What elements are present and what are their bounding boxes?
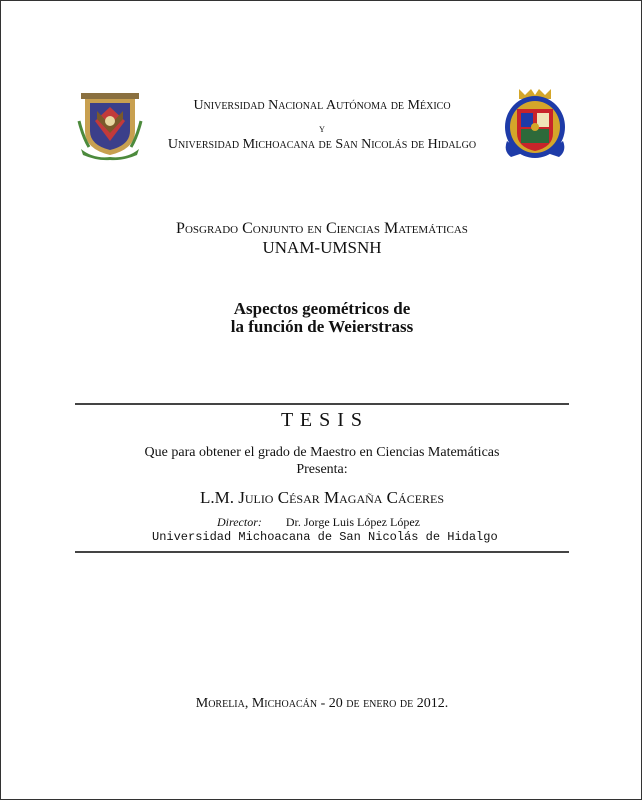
director-name: Dr. Jorge Luis López López bbox=[285, 515, 420, 529]
university-name-unam: Universidad Nacional Autónoma de México bbox=[193, 98, 451, 113]
director-affiliation: Universidad Michoacana de San Nicolás de Hidalgo bbox=[152, 530, 498, 544]
top-divider bbox=[75, 403, 569, 405]
university-name-umsnh: Universidad Michoacana de San Nicolás de Hidalgo bbox=[167, 137, 477, 152]
header-conjunction: y bbox=[319, 121, 325, 135]
director-label: Director: bbox=[217, 515, 262, 529]
thesis-heading: T E S I S bbox=[281, 409, 363, 431]
thesis-title-line-2: la función de Weierstrass bbox=[230, 317, 414, 336]
author-name: L.M. Julio César Magaña Cáceres bbox=[199, 488, 445, 507]
degree-purpose: Que para obtener el grado de Maestro en Ciencias Matemáticas bbox=[144, 445, 500, 460]
program-institutions: UNAM-UMSNH bbox=[262, 238, 382, 257]
director-line bbox=[217, 515, 420, 529]
thesis-title-line-1: Aspectos geométricos de bbox=[233, 299, 411, 318]
bottom-divider bbox=[75, 551, 569, 553]
presenta-label: Presenta: bbox=[296, 462, 348, 477]
place-and-date: Morelia, Michoacán - 20 de enero de 2012. bbox=[195, 696, 449, 711]
program-name: Posgrado Conjunto en Ciencias Matemáticas bbox=[176, 220, 468, 237]
